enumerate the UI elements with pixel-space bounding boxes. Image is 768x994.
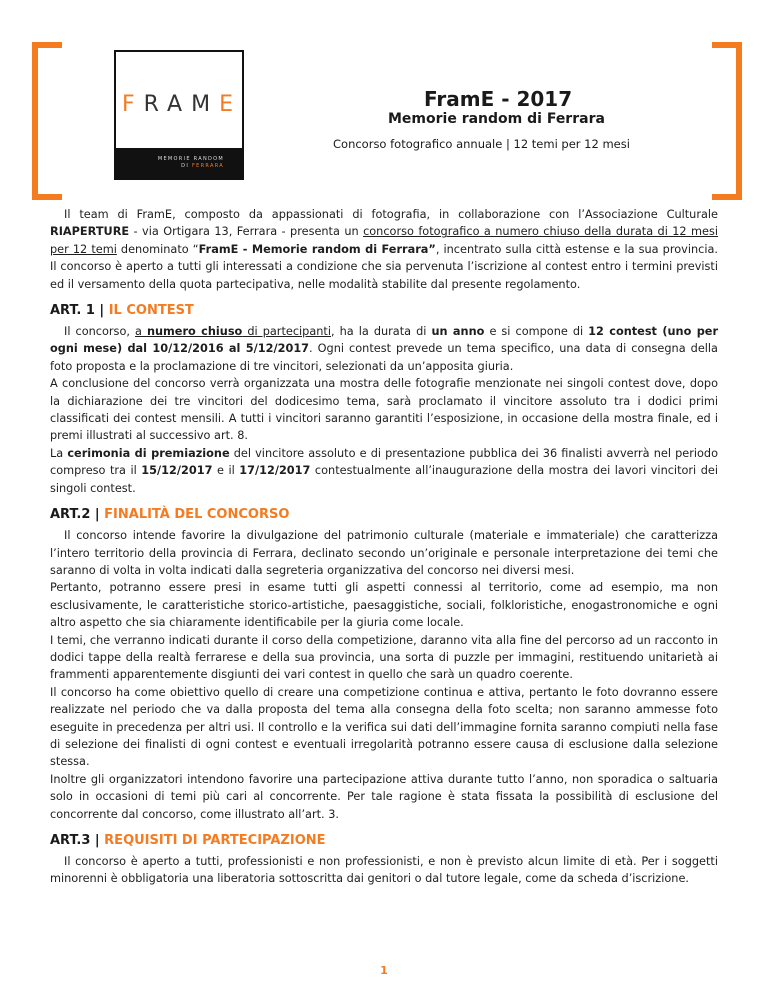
article-2-paragraph-5: Inoltre gli organizzatori intendono favorire una partecipazione attiva durante tutto l’anno, non sporadica o saltuaria solo in occasioni di temi più cari al concorrente. Per tale ragione è stata fissata la possibilità di esclusione del concorrente dal concorso, come illustrato all’art. 3. — [50, 772, 718, 821]
right-bracket-decoration — [712, 42, 742, 200]
article-1-paragraph-3: La cerimonia di premiazione del vincitore assoluto e di presentazione pubblica dei 36 finalisti avverrà nel periodo compreso tra il 15/12/2017 e il 17/12/2017 contestualmente all’inaugurazione della mostra dei lavori vincitori dei singoli contest. — [50, 446, 718, 495]
document-title: FramE - 2017 — [424, 87, 573, 111]
page-number: 1 — [380, 964, 388, 977]
article-1-paragraph-1: Il concorso, a numero chiuso di partecipanti, ha la durata di un anno e si compone di 12 contest (uno per ogni mese) dal 10/12/2016 al 5/12/2017. Ogni contest prevede un tema specifico, una data di consegna della foto proposta e la proclamazione di tre vincitori, selezionati da un’apposita giuria. — [50, 325, 719, 373]
article-2-paragraph-3: I temi, che verranno indicati durante il corso della competizione, daranno vita alla fine del percorso ad un racconto in dodici tappe della realtà ferrarese e della sua provincia, una sorta di puzzle per immagini, restituendo unitarietà ai frammenti apparentemente disgiunti dei vari contest in quello che sarà un quadro coerente. — [50, 633, 718, 682]
logo-wordmark: FRAME — [122, 92, 242, 117]
left-bracket-decoration — [32, 42, 62, 200]
document-body — [50, 206, 718, 888]
logo-subtitle-line1: MEMORIE RANDOM — [157, 156, 224, 162]
article-2-heading: ART.2 | FINALITÀ DEL CONCORSO — [50, 507, 290, 523]
article-2-paragraph-2: Pertanto, potranno essere presi in esame tutti gli aspetti connessi al territorio, come ad esempio, ma non esclusivamente, le caratteristiche storico-artistiche, paesaggistiche, sociali, folkloristiche, enogastronomiche e ogni altro aspetto che sia chiaramente identificabile per la giuria come locale. — [50, 581, 718, 630]
intro-paragraph: Il team di FramE, composto da appassionati di fotografia, in collaborazione con l’Associazione Culturale RIAPERTURE - via Ortigara 13, Ferrara - presenta un concorso fotografico a numero chiuso della durata di 12 mesi per 12 temi denominato “FramE - Memorie random di Ferrara”, incentrato sulla città estense e la sua provincia. Il concorso è aperto a tutti gli interessati a condizione che sia pervenuta l’iscrizione al contest entro i termini previsti ed il versamento della quota partecipativa, nelle modalità stabilite dal presente regolamento. — [50, 208, 719, 291]
article-2-paragraph-4: Il concorso ha come obiettivo quello di creare una competizione continua e attiva, pertanto le foto dovranno essere realizzate nel periodo che va dalla proposta del tema alla consegna della foto scelta; non saranno ammesse foto eseguite in precedenza per altri usi. Il controllo e la verifica sui dati dell’immagine fornita saranno compiuti nella fase di selezione dei finalisti di ogni contest e eventuali irregolarità potranno essere causa di esclusione dalla selezione stessa. — [50, 685, 718, 769]
frame-logo — [114, 50, 244, 180]
document-subtitle: Memorie random di Ferrara — [388, 111, 605, 127]
article-1-heading: ART. 1 | IL CONTEST — [50, 303, 194, 319]
article-3-paragraph-1: Il concorso è aperto a tutti, professionisti e non professionisti, e non è previsto alcun limite di età. Per i soggetti minorenni è obbligatoria una liberatoria sottoscritta dai genitori o dal tutore legale, come da scheda d’iscrizione. — [50, 855, 718, 886]
logo-subtitle-line2: DI FERRARA — [181, 163, 224, 169]
article-2-paragraph-1: Il concorso intende favorire la divulgazione del patrimonio culturale (materiale e immateriale) che caratterizza l’intero territorio della provincia di Ferrara, declinato secondo un’originale e personale interpretazione dei temi che saranno di volta in volta indicati dalla segreteria organizzativa del concorso nei diversi mesi. — [50, 529, 718, 577]
article-1-paragraph-2: A conclusione del concorso verrà organizzata una mostra delle fotografie menzionate nei singoli contest dove, dopo la dichiarazione dei tre vincitori del dodicesimo tema, sarà proclamato il vincitore assoluto tra i dodici primi classificati dei contest mensili. A tutti i vincitori saranno garantiti l’esposizione, in occasione della mostra finale, ed i premi illustrati al successivo art. 8. — [50, 377, 718, 443]
document-description: Concorso fotografico annuale | 12 temi per 12 mesi — [333, 137, 630, 151]
logo-band — [116, 148, 242, 178]
article-3-heading: ART.3 | REQUISITI DI PARTECIPAZIONE — [50, 833, 326, 848]
